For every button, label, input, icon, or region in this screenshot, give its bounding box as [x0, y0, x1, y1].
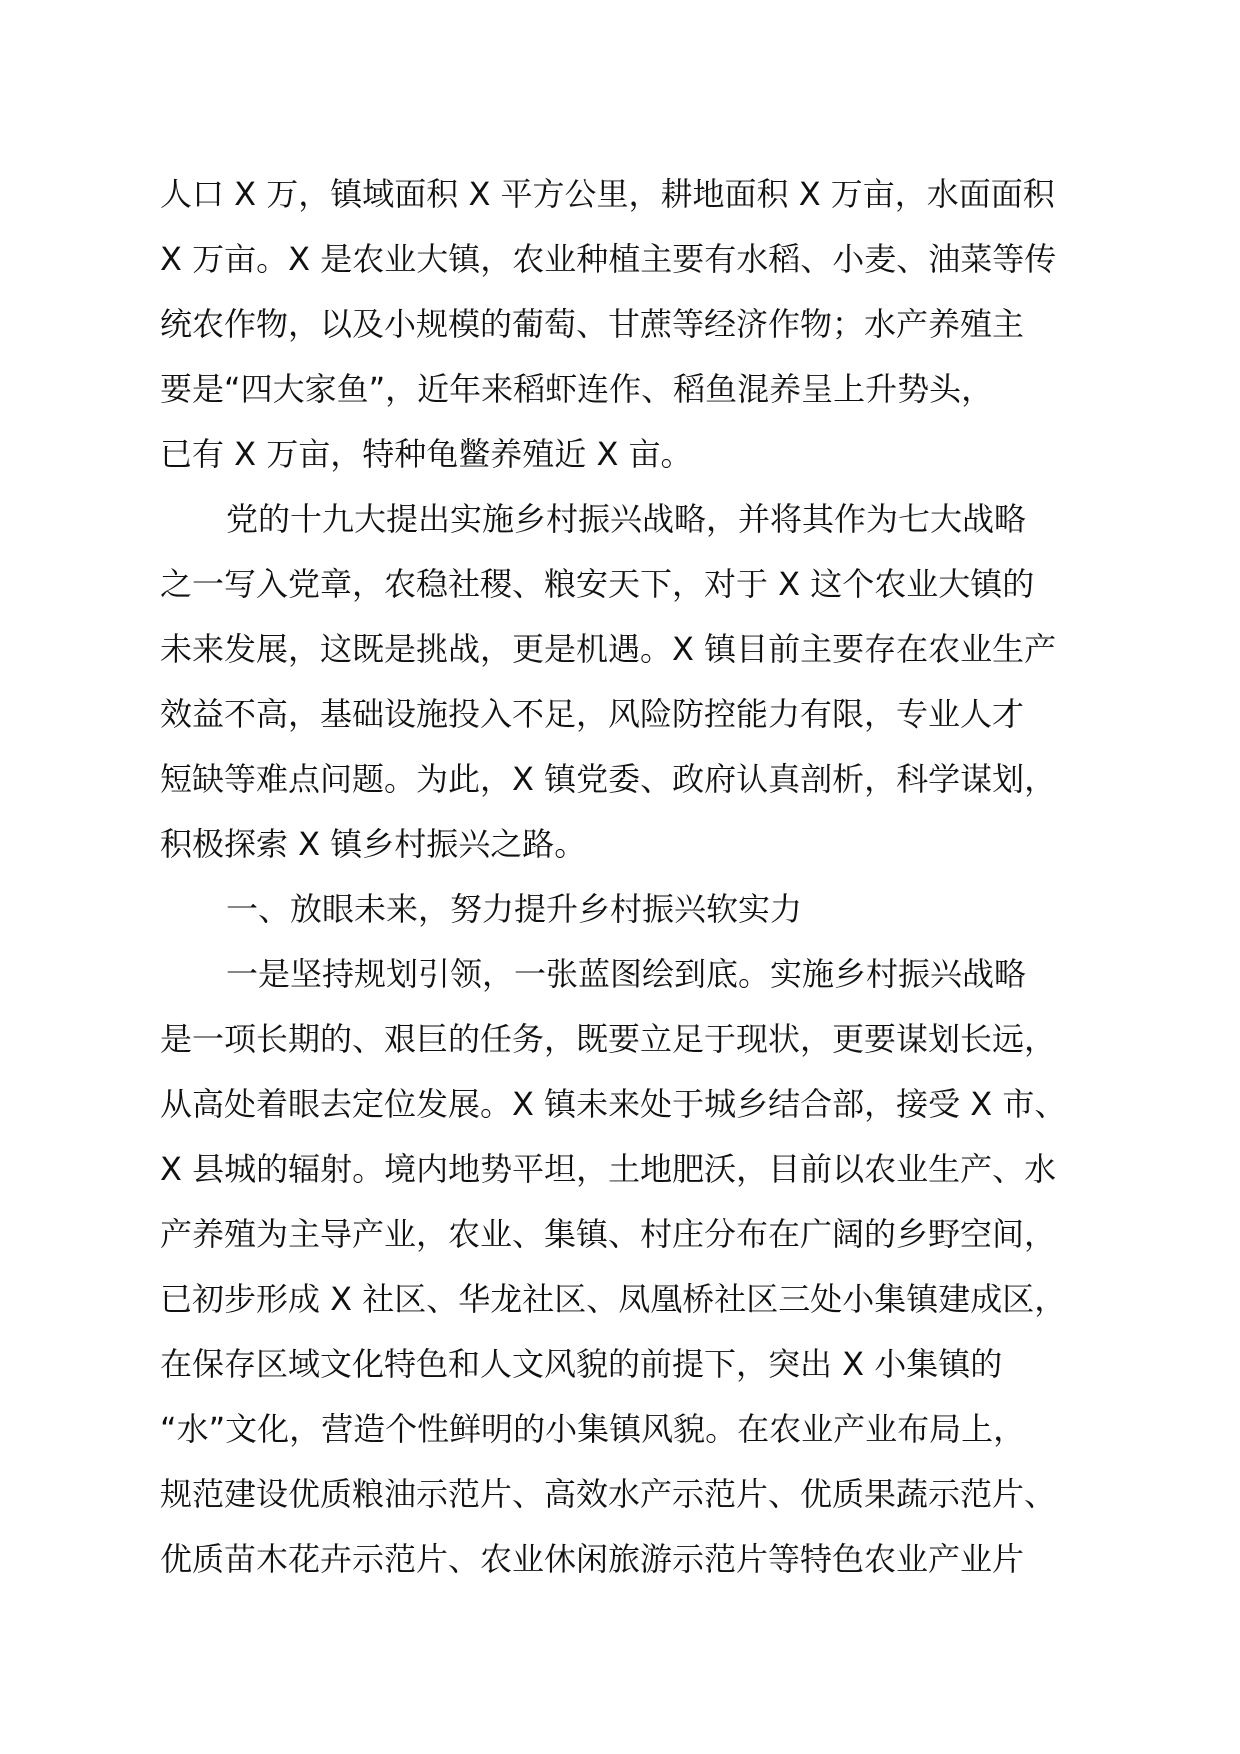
text-line-17: 产养殖为主导产业，农业、集镇、村庄分布在广阔的乡野空间，: [160, 1215, 1057, 1253]
text-line-16: X 县城的辐射。境内地势平坦，土地肥沃，目前以农业生产、水: [160, 1150, 1057, 1188]
text-line-11: 积极探索 X 镇乡村振兴之路。: [160, 825, 587, 863]
document-body: [160, 162, 1120, 1592]
section-heading: 一、放眼未来，努力提升乡村振兴软实力: [226, 890, 803, 928]
text-line-21: 规范建设优质粮油示范片、高效水产示范片、优质果蔬示范片、: [160, 1475, 1057, 1513]
text-line-7: 之一写入党章，农稳社稷、粮安天下，对于 X 这个农业大镇的: [160, 565, 1035, 603]
text-line-1: 人口 X 万，镇域面积 X 平方公里，耕地面积 X 万亩，水面面积: [160, 175, 1055, 213]
text-line-22: 优质苗木花卉示范片、农业休闲旅游示范片等特色农业产业片: [160, 1540, 1025, 1578]
text-line-9: 效益不高，基础设施投入不足，风险防控能力有限，专业人才: [160, 695, 1025, 733]
text-line-18: 已初步形成 X 社区、华龙社区、凤凰桥社区三处小集镇建成区，: [160, 1280, 1067, 1318]
text-line-8: 未来发展，这既是挑战，更是机遇。X 镇目前主要存在农业生产: [160, 630, 1057, 668]
text-line-10: 短缺等难点问题。为此，X 镇党委、政府认真剖析，科学谋划，: [160, 760, 1057, 798]
text-line-20: “水”文化，营造个性鲜明的小集镇风貌。在农业产业布局上，: [160, 1410, 1026, 1448]
text-line-2: X 万亩。X 是农业大镇，农业种植主要有水稻、小麦、油菜等传: [160, 240, 1057, 278]
text-line-14: 是一项长期的、艰巨的任务，既要立足于现状，更要谋划长远，: [160, 1020, 1057, 1058]
paragraph-start-line-6: 党的十九大提出实施乡村振兴战略，并将其作为七大战略: [226, 500, 1027, 538]
text-line-19: 在保存区域文化特色和人文风貌的前提下，突出 X 小集镇的: [160, 1345, 1003, 1383]
paragraph-start-line-13: 一是坚持规划引领，一张蓝图绘到底。实施乡村振兴战略: [226, 955, 1027, 993]
text-line-4: 要是“四大家鱼”，近年来稻虾连作、稻鱼混养呈上升势头，: [160, 370, 994, 408]
text-line-15: 从高处着眼去定位发展。X 镇未来处于城乡结合部，接受 X 市、: [160, 1085, 1067, 1123]
text-line-3: 统农作物，以及小规模的葡萄、甘蔗等经济作物；水产养殖主: [160, 305, 1025, 343]
text-line-5: 已有 X 万亩，特种龟鳖养殖近 X 亩。: [160, 435, 693, 473]
